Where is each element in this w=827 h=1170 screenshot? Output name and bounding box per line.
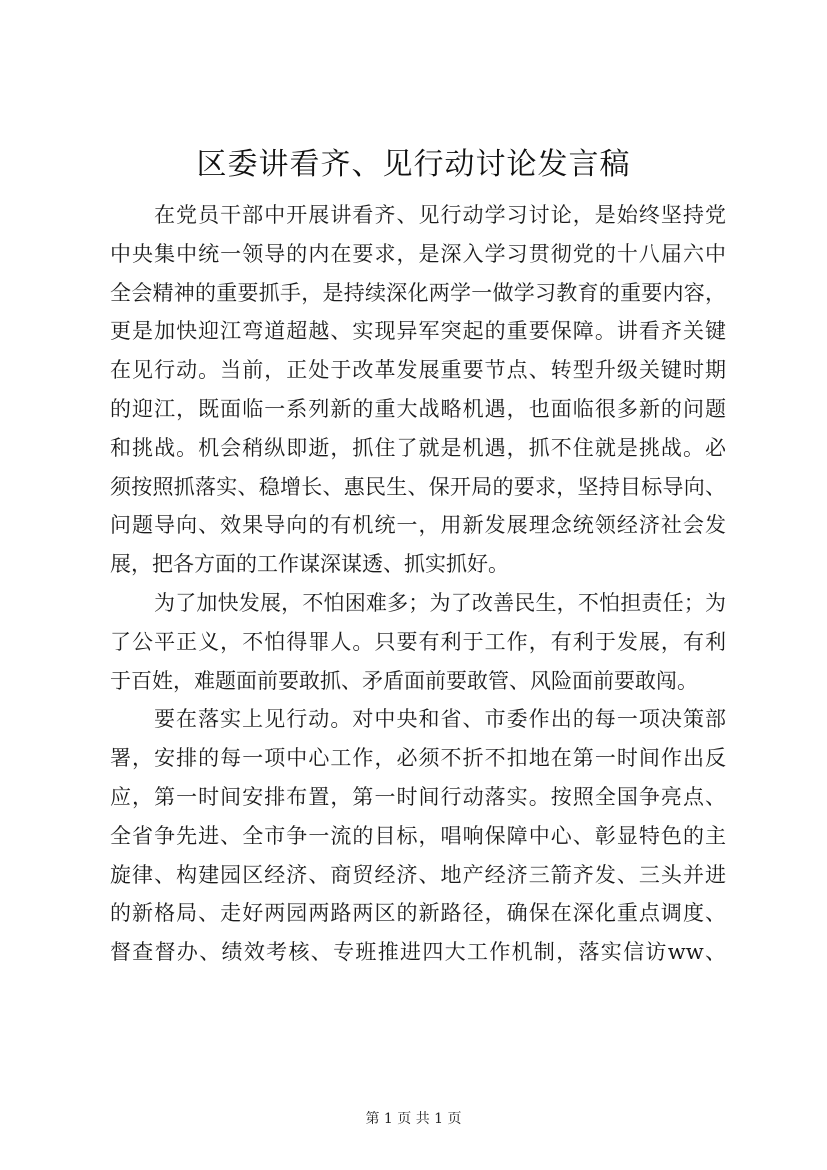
paragraph-1-line-1: 在党员干部中开展讲看齐、见行动学习讨论，是始终坚持党: [154, 203, 726, 227]
paragraph-3-line-5: 旋律、构建园区经济、商贸经济、地产经济三箭齐发、三头并进: [110, 862, 726, 887]
paragraph-1-line-9: 问题导向、效果导向的有机统一，用新发展理念统领经济社会发: [110, 513, 726, 538]
paragraph-1-line-4: 更是加快迎江弯道超越、实现异军突起的重要保障。讲看齐关键: [110, 319, 726, 344]
page-number-footer: 第 1 页 共 1 页: [365, 1111, 462, 1127]
paragraph-1-line-2: 中央集中统一领导的内在要求，是深入学习贯彻党的十八届六中: [110, 241, 726, 266]
paragraph-3-line-2: 署，安排的每一项中心工作，必须不折不扣地在第一时间作出反: [110, 746, 726, 771]
paragraph-2-line-1: 为了加快发展，不怕困难多；为了改善民生，不怕担责任；为: [154, 590, 726, 615]
paragraph-1-line-10: 展，把各方面的工作谋深谋透、抓实抓好。: [110, 552, 509, 577]
document-body: [110, 196, 726, 972]
paragraph-1-line-7: 和挑战。机会稍纵即逝，抓住了就是机遇，抓不住就是挑战。必: [110, 435, 726, 460]
paragraph-1-line-5: 在见行动。当前，正处于改革发展重要节点、转型升级关键时期: [110, 358, 726, 383]
paragraph-2-line-3: 于百姓，难题面前要敢抓、矛盾面前要敢管、风险面前要敢闯。: [110, 668, 698, 693]
document-title: 区委讲看齐、见行动讨论发言稿: [196, 147, 631, 182]
paragraph-3-line-6: 的新格局、走好两园两路两区的新路径，确保在深化重点调度、: [110, 901, 726, 926]
paragraph-1-line-3: 全会精神的重要抓手，是持续深化两学一做学习教育的重要内容，: [110, 280, 726, 305]
paragraph-3-line-7: 督查督办、绩效考核、专班推进四大工作机制，落实信访ww、: [110, 940, 726, 965]
paragraph-3-line-1: 要在落实上见行动。对中央和省、市委作出的每一项决策部: [154, 707, 726, 732]
paragraph-1-line-8: 须按照抓落实、稳增长、惠民生、保开局的要求，坚持目标导向、: [110, 474, 726, 499]
paragraph-2-line-2: 了公平正义，不怕得罪人。只要有利于工作，有利于发展，有利: [110, 629, 726, 654]
paragraph-3-line-4: 全省争先进、全市争一流的目标，唱响保障中心、彰显特色的主: [110, 823, 726, 848]
paragraph-3-line-3: 应，第一时间安排布置，第一时间行动落实。按照全国争亮点、: [110, 784, 726, 809]
paragraph-1-line-6: 的迎江，既面临一系列新的重大战略机遇，也面临很多新的问题: [110, 396, 726, 421]
